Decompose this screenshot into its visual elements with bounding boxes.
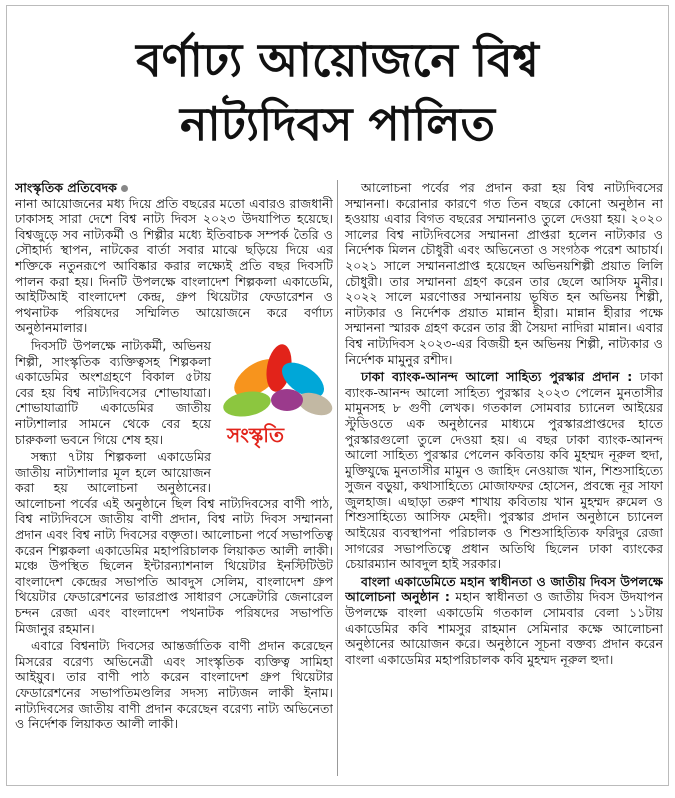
culture-logo-graphic [217,338,333,480]
left-column [15,180,333,780]
bullet-icon [121,185,128,192]
culture-logo-image [217,338,333,480]
headline [7,28,668,156]
headline-line-1: বর্ণাঢ্য আয়োজনে বিশ্ব [136,33,539,87]
section-heading: ঢাকা ব্যাংক-আনন্দ আলো সাহিত্য পুরস্কার প্রদান : [361,369,633,385]
right-column [345,180,663,780]
byline [15,180,333,196]
logo-label: সংস্কৃতি [227,422,284,447]
article-paragraph: এবারে বিশ্বনাট্য দিবসের আন্তর্জাতিক বাণী প্রদান করেছেন মিসরের বরেণ্য অভিনেত্রী এবং সাংস্কৃতিক ব্যক্তিত্ব সামিহা আইয়ুব। তার বাণী পাঠ করেন বাংলাদেশ গ্রুপ থিয়েটার ফেডারেশনের সভাপতিমণ্ডলির সদস্য নাট্যজন লাকী ইনাম। নাট্যদিবসের জাতীয় বাণী প্রদান করেছেন বরেণ্য নাট্য অভিনেতা ও নির্দেশক লিয়াকত আলী লাকী। [15,638,333,732]
article-paragraph: আলোচনা পর্বের পর প্রদান করা হয় বিশ্ব নাট্যদিবসের সম্মাননা। করোনার কারণে গত তিন বছরে কোনো অনুষ্ঠান না হওয়ায় এবার বিগত বছরের সম্মাননাও তুলে দেওয়া হয়। ২০২০ সালের বিশ্ব নাট্যদিবসের সম্মাননা প্রাপ্তরা হলেন নাট্যকার ও নির্দেশক মিলন চৌধুরী এবং অভিনেতা ও সংগঠক পরেশ আচার্য। ২০২১ সালে সম্মাননাপ্রাপ্ত হয়েছেন অভিনয়শিল্পী প্রয়াত লিলি চৌধুরী। তার সম্মাননা গ্রহণ করেন তার ছেলে আসিফ মুনীর। ২০২২ সালে মরণোত্তর সম্মাননায় ভূষিত হন অভিনয় শিল্পী, নাট্যকার ও নির্দেশক প্রয়াত মান্নান হীরা। মান্নান হীরার পক্ষে সম্মাননা স্মারক গ্রহণ করেন তার স্ত্রী সৈয়দা নাদিরা মান্নান। এবার বিশ্ব নাট্যদিবস ২০২৩-এর বিজয়ী হন অভিনয় শিল্পী, নাট্যকার ও নির্দেশক মামুনুর রশীদ। [345,180,663,367]
section-paragraph [345,369,663,572]
section-heading: বাংলা একাডেমিতে মহান স্বাধীনতা ও জাতীয় দিবস উপলক্ষে আলোচনা অনুষ্ঠান : [345,573,663,605]
article-paragraph: দিবসটি উপলক্ষে নাট্যকর্মী, অভিনয় শিল্পী, সাংস্কৃতিক ব্যক্তিত্বসহ শিল্পকলা একাডেমির অংশগ্রহণে বিকাল ৫টায় বের হয় বিশ্ব নাট্যদিবসের শোভাযাত্রা। শোভাযাত্রাটি একাডেমির জাতীয় নাট্যশালার সামনে থেকে বের হয়ে চারুকলা ভবনে গিয়ে শেষ হয়। [15,337,211,447]
headline-line-2: নাট্যদিবস পালিত [179,97,496,151]
byline-text: সাংস্কৃতিক প্রতিবেদক [15,180,117,195]
article-paragraph: নানা আয়োজনের মধ্য দিয়ে প্রতি বছরের মতো এবারও রাজধানী ঢাকাসহ সারা দেশে বিশ্ব নাট্য দিবস ২০২৩ উদযাপিত হয়েছে। বিশ্বজুড়ে সব নাট্যকর্মী ও শিল্পীর মধ্যে ইতিবাচক সম্পর্ক তৈরি ও সৌহার্দ্য স্থাপন, নাটকের বার্তা সবার মাঝে ছড়িয়ে দিয়ে এর শক্তিকে নতুনরূপে আবিষ্কার করার লক্ষ্যেই প্রতি বছর দিবসটি পালন করা হয়। দিনটি উপলক্ষে বাংলাদেশ শিল্পকলা একাডেমি, আইটিআই বাংলাদেশ কেন্দ্র, গ্রুপ থিয়েটার ফেডারেশন ও পথনাটক পরিষদের সম্মিলিত আয়োজনে করে বর্ণাঢ্য অনুষ্ঠানমালার। [15,195,333,336]
article-paragraph: সন্ধ্যা ৭টায় শিল্পকলা একাডেমির জাতীয় নাট্যশালার মূল হলে আয়োজন করা হয় আলোচনা অনুষ্ঠানের। আলোচনা পর্বের এই অনুষ্ঠানে ছিল বিশ্ব নাট্যদিবসের বাণী পাঠ, বিশ্ব নাট্যদিবসে জাতীয় বাণী প্রদান, বিশ্ব নাট্য দিবস সম্মাননা প্রদান এবং বিশ্ব নাট্য দিবসের বক্তৃতা। আলোচনা পর্বে সভাপতিত্ব করেন শিল্পকলা একাডেমির মহাপরিচালক লিয়াকত আলী লাকী। মঞ্চে উপস্থিত ছিলেন ইন্টারন্যাশনাল থিয়েটার ইনস্টিটিউট বাংলাদেশ কেন্দ্রের সভাপতি আবদুস সেলিম, বাংলাদেশ গ্রুপ থিয়েটার ফেডারেশনের ভারপ্রাপ্ত সাধারণ সেক্রেটারি জেনারেল চন্দন রেজা এবং বাংলাদেশ পথনাটক পরিষদের সভাপতি মিজানুর রহমান। [15,449,333,636]
newspaper-clipping [6,5,669,786]
section-paragraph [345,574,663,668]
column-divider [337,180,338,776]
section-body: মহান স্বাধীনতা ও জাতীয় দিবস উদযাপন উপলক্ষে বাংলা একাডেমি গতকাল সোমবার বেলা ১১টায় একাডেমির কবি শামসুর রাহমান সেমিনার কক্ষে আলোচনা অনুষ্ঠানের আয়োজন করে। অনুষ্ঠানে সূচনা বক্তব্য প্রদান করেন বাংলা একাডেমির মহাপরিচালক কবি মুহম্মদ নূরুল হুদা। [345,589,663,667]
section-body: ঢাকা ব্যাংক-আনন্দ আলো সাহিত্য পুরস্কার ২০২৩ পেলেন মুনতাসীর মামুনসহ ৮ গুণী লেখক। গতকাল সোমবার চ্যানেল আইয়ের স্টুডিওতে এক অনুষ্ঠানের মাধ্যমে পুরস্কারপ্রাপ্তদের হাতে পুরস্কারগুলো তুলে দেওয়া হয়। এ বছর ঢাকা ব্যাংক-আনন্দ আলো সাহিত্য পুরস্কার পেলেন কবিতায় কবি মুহম্মদ নূরুল হুদা, মুক্তিযুদ্ধে মুনতাসীর মামুন ও জাহিদ নেওয়াজ খান, শিশুসাহিত্যে সুজন বড়ুয়া, কথাসাহিত্যে মোজাফফর হোসেন, প্রবন্ধে নূর সাফা জুলহাজ। এছাড়া তরুণ শাখায় কবিতায় খান মুহম্মদ রুমেল ও শিশুসাহিত্যে আসিফ মেহদী। পুরস্কার প্রদান অনুষ্ঠানে চ্যানেল আইয়ের ব্যবস্থাপনা পরিচালক ও শিশুসাহিত্যিক ফরিদুর রেজা সাগরের সভাপতিত্বে প্রধান অতিথি ছিলেন ঢাকা ব্যাংকের চেয়ারম্যান আবদুল হাই সরকার। [345,369,663,572]
